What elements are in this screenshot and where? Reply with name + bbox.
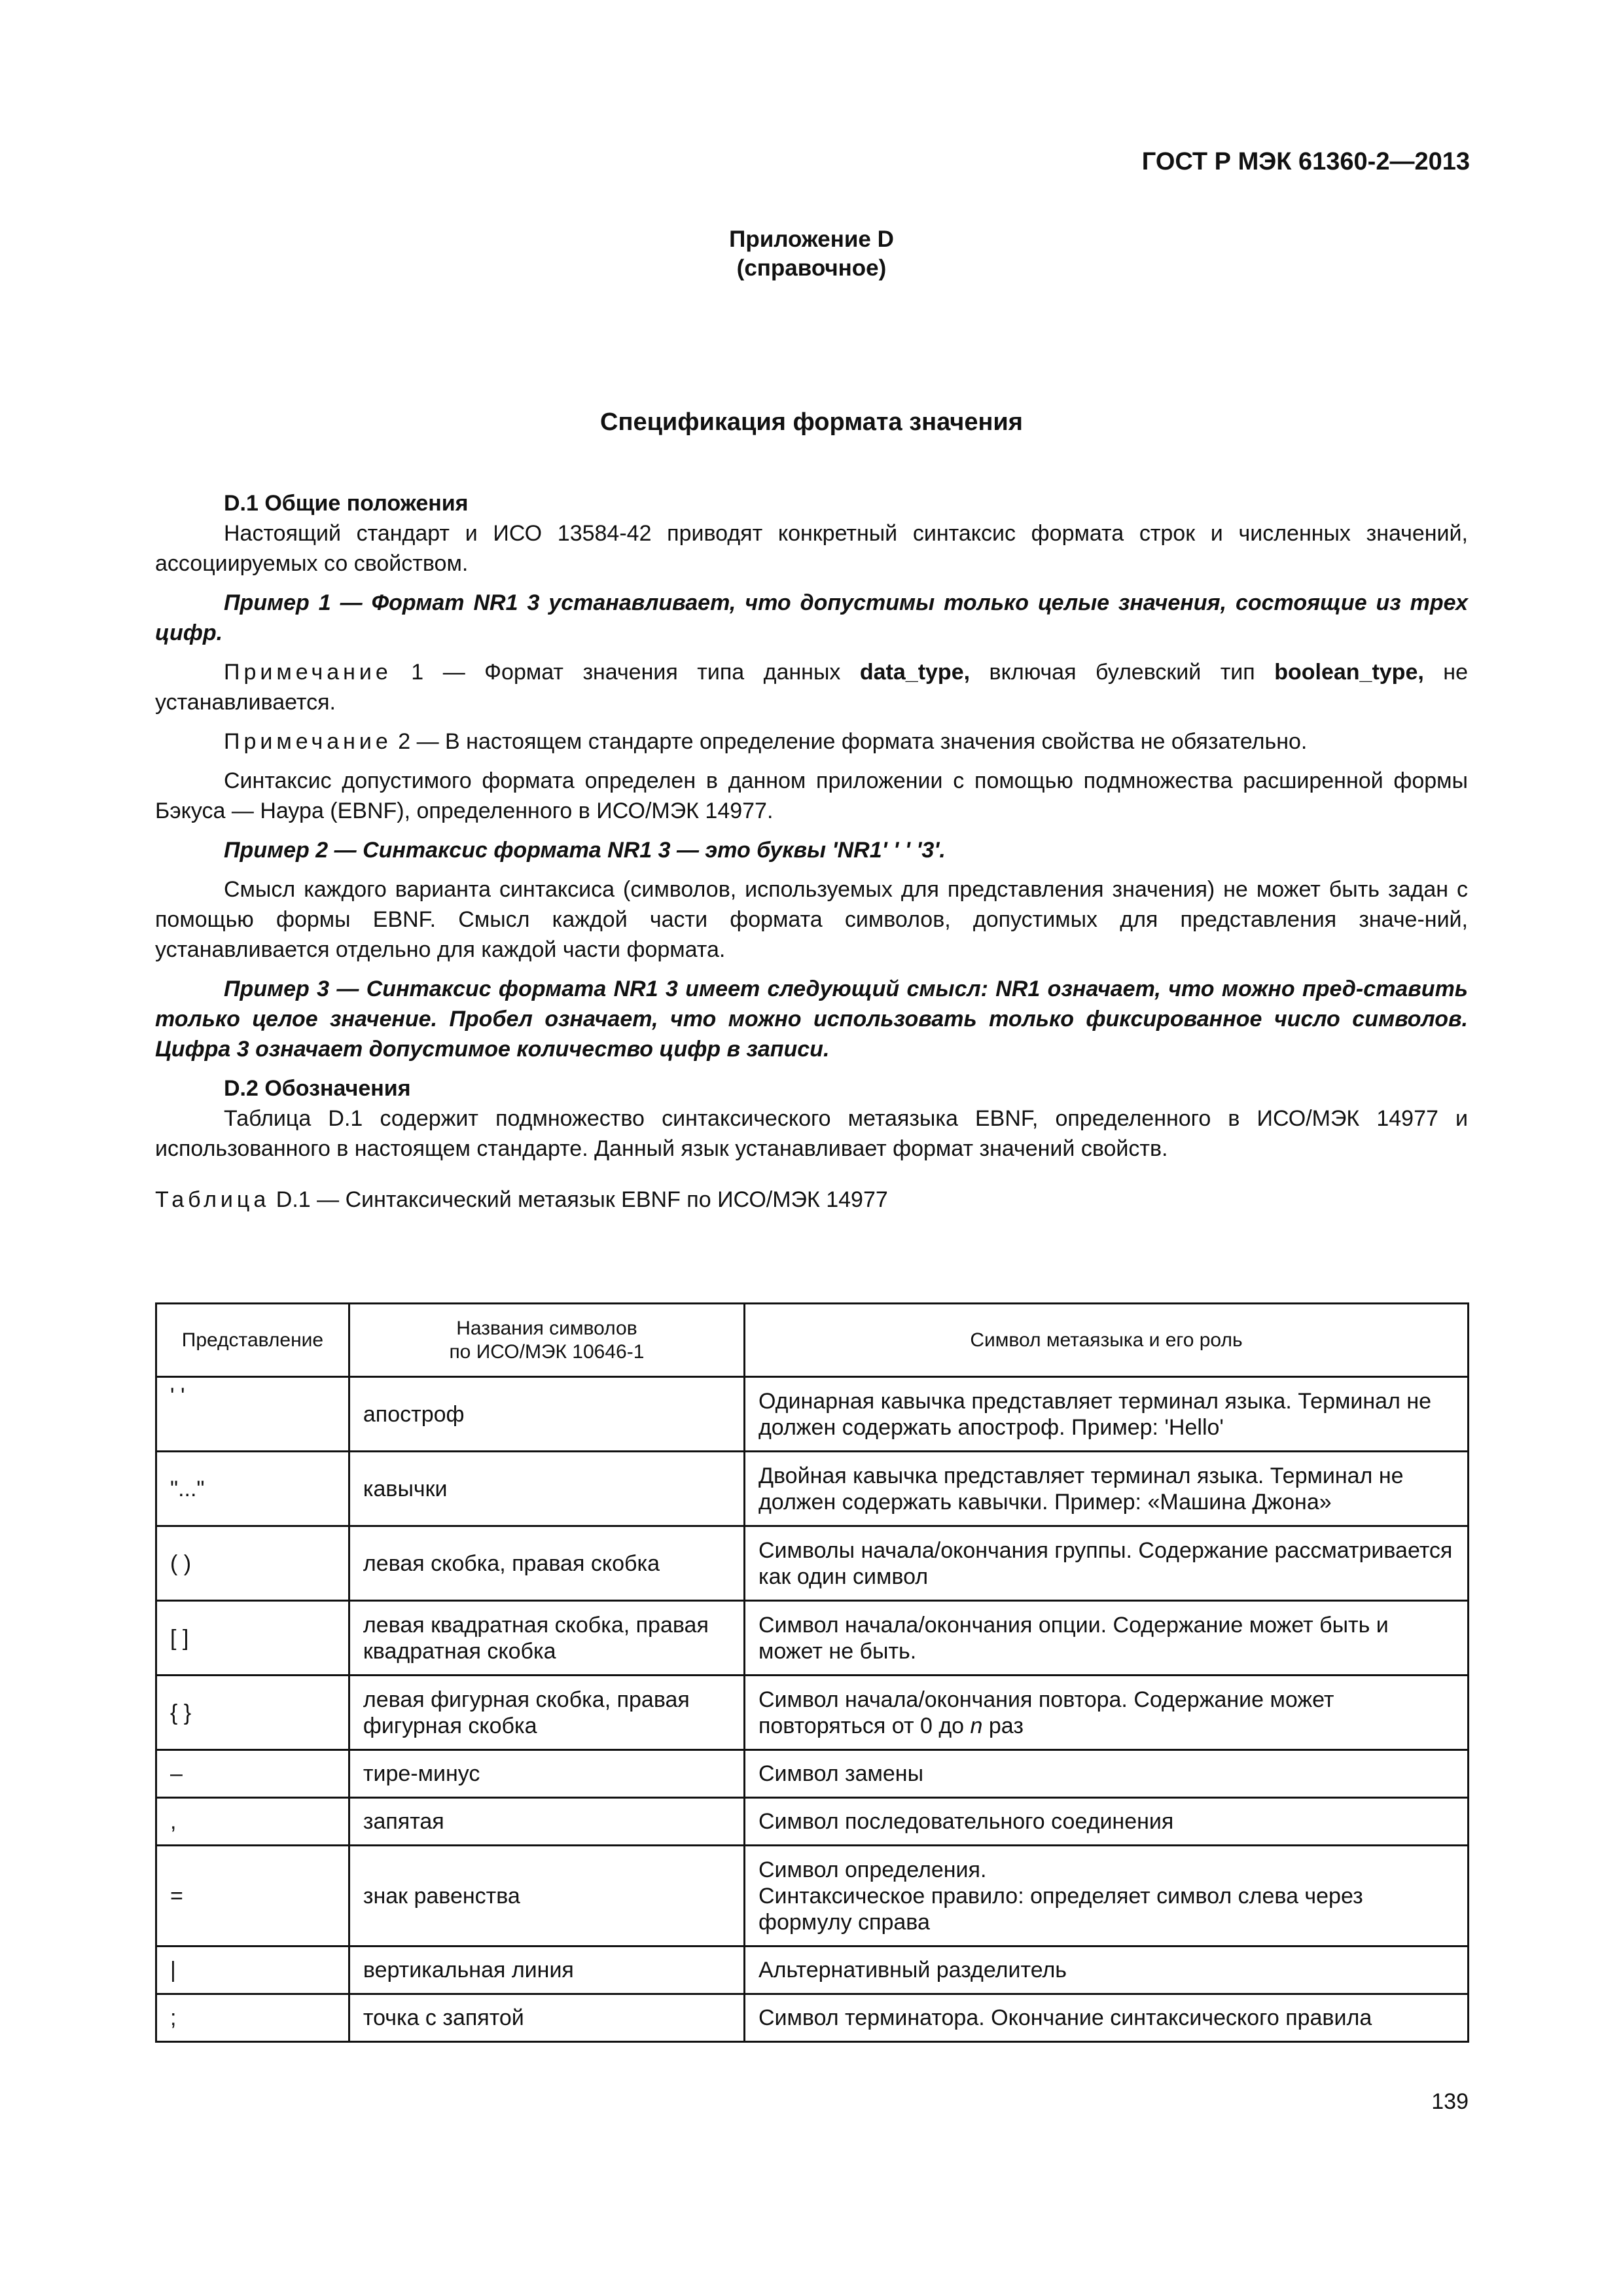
cell-representation: ' ' xyxy=(156,1377,349,1452)
table-row xyxy=(156,1452,1469,1526)
main-title: Спецификация формата значения xyxy=(600,408,1023,436)
note-label: Примечание xyxy=(224,729,392,754)
cell-role: Символ определения. Синтаксическое правило: определяет символ слева через формулу справа xyxy=(744,1846,1468,1946)
document-number: ГОСТ Р МЭК 61360-2—2013 xyxy=(1141,148,1470,175)
cell-role: Альтернативный разделитель xyxy=(744,1946,1468,1994)
table-row xyxy=(156,1798,1469,1846)
appendix-title xyxy=(0,225,1623,283)
cell-role: Символ начала/окончания опции. Содержание может быть и может не быть. xyxy=(744,1601,1468,1676)
table-row xyxy=(156,1676,1469,1750)
cell-representation: ( ) xyxy=(156,1526,349,1601)
cell-role: Символ последовательного соединения xyxy=(744,1798,1468,1846)
table-caption-text: D.1 — Синтаксический метаязык EBNF по ИСО/МЭК 14977 xyxy=(276,1187,888,1212)
appendix-label: Приложение D xyxy=(729,226,894,252)
table-header-row xyxy=(156,1304,1469,1377)
cell-symbol-name: тире-минус xyxy=(349,1750,744,1798)
page-number: 139 xyxy=(1431,2089,1469,2114)
cell-symbol-name: левая фигурная скобка, правая фигурная скобка xyxy=(349,1676,744,1750)
cell-role: Двойная кавычка представляет терминал языка. Терминал не должен содержать кавычки. Пример: «Машина Джона» xyxy=(744,1452,1468,1526)
cell-symbol-name: запятая xyxy=(349,1798,744,1846)
header-symbol-names: Названия символов по ИСО/МЭК 10646-1 xyxy=(349,1304,744,1377)
cell-symbol-name: кавычки xyxy=(349,1452,744,1526)
appendix-type: (справочное) xyxy=(736,255,887,281)
section-heading-d1: D.1 Общие положения xyxy=(224,491,469,516)
cell-representation: | xyxy=(156,1946,349,1994)
cell-representation: { } xyxy=(156,1676,349,1750)
cell-representation: "..." xyxy=(156,1452,349,1526)
cell-representation: = xyxy=(156,1846,349,1946)
table-caption xyxy=(155,1185,1468,1215)
section-d1 xyxy=(155,488,1468,1215)
cell-role: Одинарная кавычка представляет терминал языка. Терминал не должен содержать апостроф. Пример: 'Hello' xyxy=(744,1377,1468,1452)
cell-representation: ; xyxy=(156,1994,349,2042)
cell-symbol-name: знак равенства xyxy=(349,1846,744,1946)
cell-symbol-name: левая скобка, правая скобка xyxy=(349,1526,744,1601)
ebnf-table xyxy=(155,1302,1469,2043)
term-data-type: data_type, xyxy=(859,660,971,685)
cell-symbol-name: точка с запятой xyxy=(349,1994,744,2042)
note-1 xyxy=(155,657,1468,717)
cell-symbol-name: апостроф xyxy=(349,1377,744,1452)
table-row xyxy=(156,1994,1469,2042)
role-text: Символ начала/окончания повтора. Содержание может повторяться от 0 до xyxy=(758,1687,1334,1738)
paragraph: Синтаксис допустимого формата определен в данном приложении с помощью подмножества расширенной формы Бэкуса — Наура (EBNF), определенного в ИСО/МЭК 14977. xyxy=(155,768,1468,823)
cell-symbol-name: левая квадратная скобка, правая квадратная скобка xyxy=(349,1601,744,1676)
header-representation: Представление xyxy=(156,1304,349,1377)
note-text: 2 — В настоящем стандарте определение формата значения свойства не обязательно. xyxy=(398,729,1308,754)
cell-role xyxy=(744,1676,1468,1750)
paragraph: Смысл каждого варианта синтаксиса (символов, используемых для представления значения) не может быть задан с помощью формы EBNF. Смысл каждой части формата символов, допустимых для представления значе-ний, устанавливается отдельно для каждой части формата. xyxy=(155,877,1468,962)
example-3: Пример 3 — Синтаксис формата NR1 3 имеет следующий смысл: NR1 означает, что можно пред-ставить только целое значение. Пробел означает, что можно использовать только фиксированное число символов. Цифра 3 означает допустимое количество цифр в записи. xyxy=(155,977,1468,1062)
note-text: не устанавливается. xyxy=(155,660,1468,715)
header-metalanguage-role: Символ метаязыка и его роль xyxy=(744,1304,1468,1377)
table-row xyxy=(156,1601,1469,1676)
cell-role: Символ замены xyxy=(744,1750,1468,1798)
section-heading-d2: D.2 Обозначения xyxy=(224,1076,411,1101)
note-text: включая булевский тип xyxy=(970,660,1275,685)
cell-representation: , xyxy=(156,1798,349,1846)
cell-symbol-name: вертикальная линия xyxy=(349,1946,744,1994)
paragraph: Таблица D.1 содержит подмножество синтаксического метаязыка EBNF, определенного в ИСО/МЭК 14977 и использованного в настоящем стандарте. Данный язык устанавливает формат значений свойств. xyxy=(155,1106,1468,1161)
paragraph: Настоящий стандарт и ИСО 13584-42 приводят конкретный синтаксис формата строк и численных значений, ассоциируемых со свойством. xyxy=(155,521,1468,576)
cell-role: Символ терминатора. Окончание синтаксического правила xyxy=(744,1994,1468,2042)
table-row xyxy=(156,1526,1469,1601)
cell-representation: – xyxy=(156,1750,349,1798)
note-text: 1 — Формат значения типа данных xyxy=(411,660,860,685)
table-row xyxy=(156,1750,1469,1798)
role-variable: n xyxy=(970,1713,983,1738)
table-row xyxy=(156,1846,1469,1946)
cell-role: Символы начала/окончания группы. Содержание рассматривается как один символ xyxy=(744,1526,1468,1601)
note-label: Примечание xyxy=(224,660,392,685)
example-2: Пример 2 — Синтаксис формата NR1 3 — это буквы 'NR1' ' ' '3'. xyxy=(224,838,946,863)
role-text: раз xyxy=(982,1713,1024,1738)
term-boolean-type: boolean_type, xyxy=(1274,660,1424,685)
table-row xyxy=(156,1377,1469,1452)
cell-representation: [ ] xyxy=(156,1601,349,1676)
note-2 xyxy=(155,726,1468,757)
table-caption-label: Таблица xyxy=(155,1187,270,1212)
example-1: Пример 1 — Формат NR1 3 устанавливает, что допустимы только целые значения, состоящие из трех цифр. xyxy=(155,590,1468,645)
table-row xyxy=(156,1946,1469,1994)
